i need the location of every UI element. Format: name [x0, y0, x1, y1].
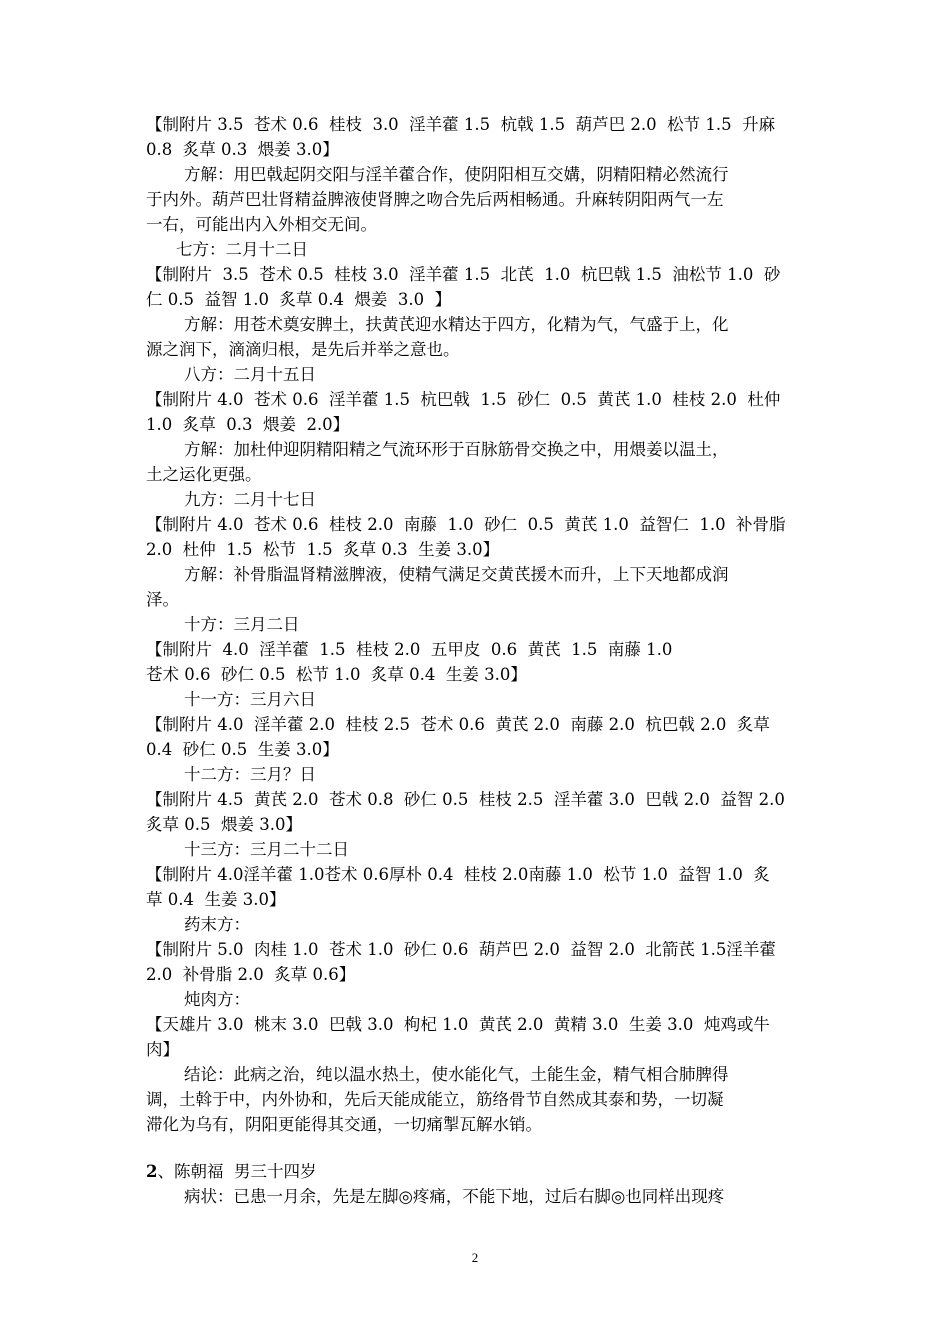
text-line: 滞化为乌有，阴阳更能得其交通，一切痛掣瓦解水销。 — [146, 1115, 542, 1134]
text-line: 肉】 — [146, 1040, 179, 1059]
text-line: 方解：加杜仲迎阴精阳精之气流环形于百脉筋骨交换之中，用煨姜以温土， — [184, 440, 729, 459]
text-line: 【制附片 4.0 苍术 0.6 淫羊藿 1.5 杭巴戟 1.5 砂仁 0.5 黄芪 1.0 桂枝 2.0 杜仲 — [146, 390, 781, 409]
symptom-line: 病状：已患一月余，先是左脚◎疼痛，不能下地，过后右脚◎也同样出现疼 — [184, 1187, 725, 1206]
text-line: 【制附片 4.0 淫羊藿 1.5 桂枝 2.0 五甲皮 0.6 黄芪 1.5 南藤 1.0 — [146, 640, 673, 659]
text-line: 方解：补骨脂温肾精滋脾液，使精气满足交黄芪援木而升，上下天地都成润 — [184, 565, 729, 584]
text-line: 十三方：三月二十二日 — [184, 840, 349, 859]
case-title: 、陈朝福 男三十四岁 — [157, 1162, 317, 1181]
text-line: 草 0.4 生姜 3.0】 — [146, 890, 286, 909]
text-line: 十一方：三月六日 — [184, 690, 316, 709]
text-line: 八方：二月十五日 — [184, 365, 316, 384]
text-line: 七方：二月十二日 — [176, 240, 308, 259]
text-line: 十方：三月二日 — [184, 615, 300, 634]
case-number: 2 — [146, 1162, 158, 1181]
text-line: 【制附片 4.5 黄芪 2.0 苍术 0.8 砂仁 0.5 桂枝 2.5 淫羊藿 3.0 巴戟 2.0 益智 2.0 — [146, 790, 785, 809]
text-line: 0.8 炙草 0.3 煨姜 3.0】 — [146, 140, 339, 159]
text-line: 【制附片 4.0 淫羊藿 2.0 桂枝 2.5 苍术 0.6 黄芪 2.0 南藤 2.0 杭巴戟 2.0 炙草 — [146, 715, 770, 734]
text-line: 【制附片 3.5 苍术 0.6 桂枝 3.0 淫羊藿 1.5 杭戟 1.5 葫芦巴 2.0 松节 1.5 升麻 — [146, 115, 776, 134]
section-gap — [146, 1137, 810, 1159]
text-line: 2.0 杜仲 1.5 松节 1.5 炙草 0.3 生姜 3.0】 — [146, 540, 500, 559]
text-line: 2.0 补骨脂 2.0 炙草 0.6】 — [146, 965, 356, 984]
text-line: 方解：用巴戟起阴交阳与淫羊藿合作，使阴阳相互交媾，阴精阳精必然流行 — [184, 165, 729, 184]
text-line: 【天雄片 3.0 桃末 3.0 巴戟 3.0 枸杞 1.0 黄芪 2.0 黄精 3.0 生姜 3.0 炖鸡或牛 — [146, 1015, 770, 1034]
case-heading — [146, 1159, 810, 1184]
text-line: 调，土斡于中，内外协和，先后天能成能立，筋络骨节自然成其泰和势，一切凝 — [146, 1090, 724, 1109]
document-body — [146, 112, 810, 1209]
text-line: 方解：用苍术奠安脾土，扶黄芪迎水精达于四方，化精为气，气盛于上，化 — [184, 315, 729, 334]
text-line: 1.0 炙草 0.3 煨姜 2.0】 — [146, 415, 350, 434]
text-line: 泽。 — [146, 590, 179, 609]
text-line: 【制附片 4.0 苍术 0.6 桂枝 2.0 南藤 1.0 砂仁 0.5 黄芪 1.0 益智仁 1.0 补骨脂 — [146, 515, 786, 534]
text-line: 源之润下，滴滴归根，是先后并举之意也。 — [146, 340, 460, 359]
text-line: 【制附片 3.5 苍术 0.5 桂枝 3.0 淫羊藿 1.5 北芪 1.0 杭巴戟 1.5 油松节 1.0 砂 — [146, 265, 781, 284]
text-line: 结论：此病之治，纯以温水热土，使水能化气，土能生金，精气相合肺脾得 — [184, 1065, 729, 1084]
text-line: 炖肉方： — [184, 990, 250, 1009]
text-line: 炙草 0.5 煨姜 3.0】 — [146, 815, 302, 834]
text-line: 土之运化更强。 — [146, 465, 262, 484]
text-line: 十二方：三月？日 — [184, 765, 316, 784]
text-line: 仁 0.5 益智 1.0 炙草 0.4 煨姜 3.0 】 — [146, 290, 452, 309]
page-number: 2 — [471, 1250, 479, 1265]
text-line: 【制附片 5.0 肉桂 1.0 苍术 1.0 砂仁 0.6 葫芦巴 2.0 益智 2.0 北箭芪 1.5淫羊藿 — [146, 940, 776, 959]
text-line: 【制附片 4.0淫羊藿 1.0苍术 0.6厚朴 0.4 桂枝 2.0南藤 1.0 松节 1.0 益智 1.0 炙 — [146, 865, 770, 884]
text-line: 药末方： — [184, 915, 250, 934]
text-line: 一右，可能出内入外相交无间。 — [146, 215, 377, 234]
text-line: 九方：二月十七日 — [184, 490, 316, 509]
text-line: 于内外。葫芦巴壮肾精益脾液使肾脾之吻合先后两相畅通。升麻转阴阳两气一左 — [146, 190, 724, 209]
text-line: 苍术 0.6 砂仁 0.5 松节 1.0 炙草 0.4 生姜 3.0】 — [146, 665, 527, 684]
text-line: 0.4 砂仁 0.5 生姜 3.0】 — [146, 740, 339, 759]
